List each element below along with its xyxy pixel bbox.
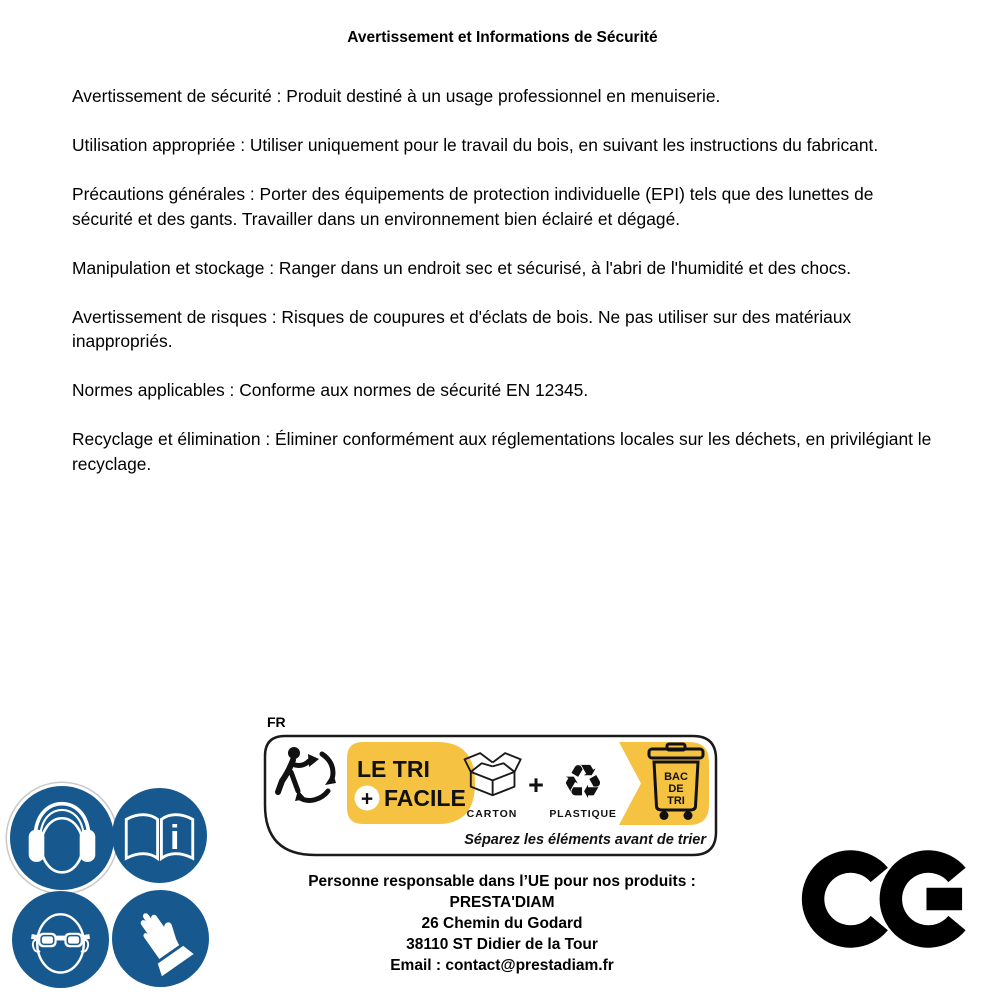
responsible-person-company: PRESTA'DIAM	[449, 894, 555, 911]
bin-label-line2: DE	[668, 783, 684, 795]
responsible-person-intro: Personne responsable dans l’UE pour nos produits :	[308, 873, 696, 890]
paragraph-recycling-disposal: Recyclage et élimination : Éliminer conformément aux réglementations locales sur les déchets, en privilégiant le recyclage.	[72, 429, 932, 474]
page-title: Avertissement et Informations de Sécurité	[347, 29, 658, 46]
responsible-person-street: 26 Chemin du Godard	[421, 915, 583, 932]
paragraph-risk-warning: Avertissement de risques : Risques de coupures et d'éclats de bois. Ne pas utiliser sur des matériaux inappropriés.	[72, 306, 852, 351]
bin-label-line1: BAC	[664, 771, 688, 783]
headline-plus: +	[360, 787, 374, 811]
read-instruction-manual-icon	[112, 788, 207, 883]
material-label-carton: CARTON	[466, 808, 518, 820]
responsible-person-email: Email : contact@prestadiam.fr	[390, 957, 614, 974]
bin-label-line3: TRI	[667, 795, 685, 807]
plastic-recycle-icon: ♻	[561, 755, 605, 808]
headline-line2: FACILE	[384, 785, 466, 811]
headline-line1: LE TRI	[357, 756, 430, 782]
paragraph-appropriate-use: Utilisation appropriée : Utiliser uniquement pour le travail du bois, en suivant les instructions du fabricant.	[72, 135, 879, 155]
info-tri-recycling-label	[263, 734, 718, 857]
material-label-plastique: PLASTIQUE	[549, 808, 617, 820]
wear-eye-protection-icon	[12, 891, 109, 988]
paragraph-handling-storage: Manipulation et stockage : Ranger dans un endroit sec et sécurisé, à l'abri de l'humidité et des chocs.	[72, 257, 852, 278]
ce-mark-icon	[800, 843, 978, 955]
country-code-label: FR	[267, 714, 286, 730]
wear-protective-gloves-icon	[112, 890, 209, 987]
svg-text:i: i	[169, 818, 180, 857]
responsible-person-city: 38110 ST Didier de la Tour	[406, 936, 598, 953]
paragraph-general-precautions: Précautions générales : Porter des équipements de protection individuelle (EPI) tels que des lunettes de sécurité et des gants. Travailler dans un environnement bien éclairé et dégagé.	[72, 184, 874, 229]
sorting-tagline: Séparez les éléments avant de trier	[464, 832, 706, 848]
responsible-person-block	[242, 871, 762, 976]
paragraph-safety-warning: Avertissement de sécurité : Produit destiné à un usage professionnel en menuiserie.	[72, 86, 721, 106]
paragraph-applicable-norms: Normes applicables : Conforme aux normes de sécurité EN 12345.	[72, 380, 589, 400]
materials-plus-sign: +	[528, 770, 544, 800]
headline-banner	[347, 742, 475, 824]
wear-ear-protection-icon	[10, 786, 114, 890]
safety-paragraphs	[72, 84, 932, 501]
